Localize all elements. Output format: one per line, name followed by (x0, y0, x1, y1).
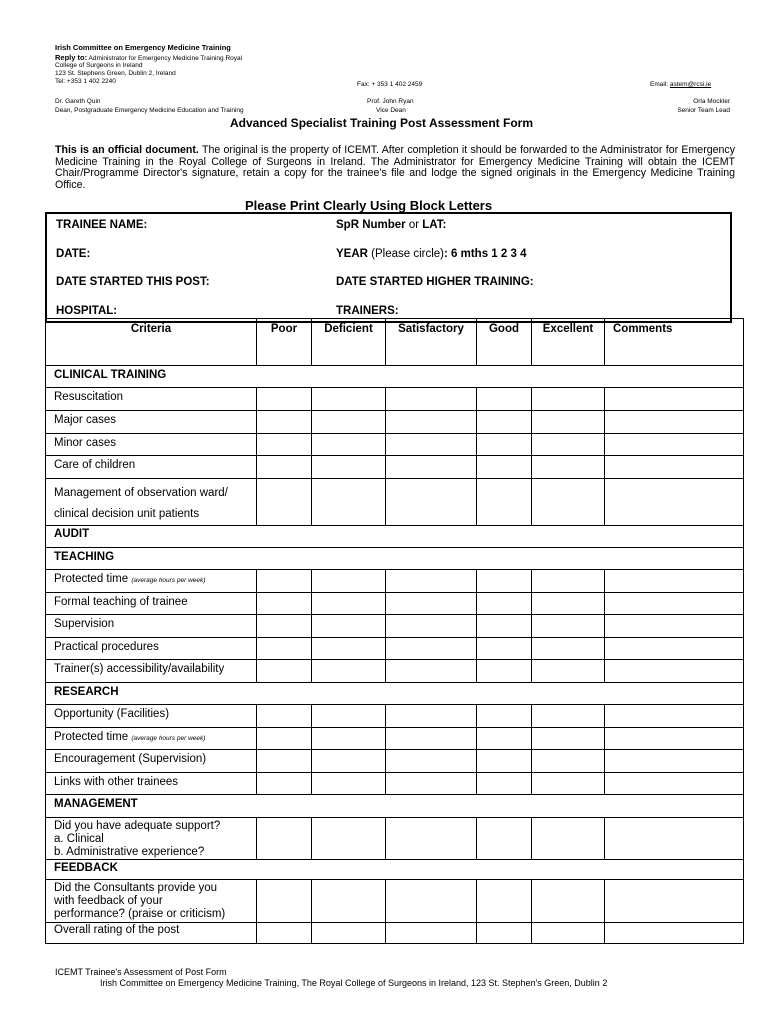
trainers-label[interactable]: TRAINERS: (336, 305, 399, 317)
comment-cell[interactable] (605, 615, 744, 638)
criterion-care-of-children: Care of children (46, 456, 257, 479)
criterion-practical-procedures: Practical procedures (46, 638, 257, 660)
rating-cell[interactable] (312, 638, 386, 660)
person3-title: Senior Team Lead (677, 107, 730, 114)
date-started-higher-label[interactable]: DATE STARTED HIGHER TRAINING: (336, 276, 534, 288)
comment-cell[interactable] (605, 479, 744, 526)
footer-line1: ICEMT Trainee's Assessment of Post Form (55, 967, 227, 977)
criterion-supervision: Supervision (46, 615, 257, 638)
table-row (46, 705, 744, 728)
footer-line2: Irish Committee on Emergency Medicine Training, The Royal College of Surgeons in Ireland, 123 St. Stephen's Green, Dublin 2 (100, 978, 608, 988)
rating-cell[interactable] (532, 728, 605, 750)
rating-cell[interactable] (532, 660, 605, 683)
rating-cell[interactable] (257, 880, 312, 923)
rating-cell[interactable] (532, 773, 605, 795)
rating-cell[interactable] (312, 818, 386, 860)
col-excellent: Excellent (532, 319, 605, 366)
support-line1: Did you have adequate support? (54, 820, 221, 832)
section-row (46, 683, 744, 705)
rating-cell[interactable] (477, 479, 532, 526)
rating-cell[interactable] (257, 456, 312, 479)
rating-cell[interactable] (312, 593, 386, 615)
rating-cell[interactable] (477, 750, 532, 773)
email-link[interactable]: astem@rcsi.ie (669, 81, 712, 88)
spr-or: or (405, 219, 423, 231)
rating-cell[interactable] (312, 388, 386, 411)
rating-cell[interactable] (312, 773, 386, 795)
comment-cell[interactable] (605, 880, 744, 923)
criterion-adequate-support (46, 818, 257, 860)
rating-cell[interactable] (257, 388, 312, 411)
rating-cell[interactable] (477, 411, 532, 434)
reply-line2: College of Surgeons in Ireland (55, 62, 143, 69)
spr-number-label[interactable] (336, 219, 446, 231)
consult-line1: Did the Consultants provide you (54, 882, 218, 894)
rating-cell[interactable] (257, 660, 312, 683)
rating-cell[interactable] (312, 434, 386, 456)
consult-line3: performance? (praise or criticism) (54, 908, 226, 920)
hospital-label[interactable]: HOSPITAL: (56, 305, 118, 317)
rating-cell[interactable] (312, 705, 386, 728)
rating-cell[interactable] (477, 773, 532, 795)
rating-cell[interactable] (257, 570, 312, 593)
rating-cell[interactable] (386, 434, 477, 456)
col-satisfactory: Satisfactory (386, 319, 477, 366)
person3-name: Orla Mockler (693, 98, 730, 105)
col-deficient: Deficient (312, 319, 386, 366)
person2-name: Prof. John Ryan (367, 98, 414, 105)
rating-cell[interactable] (257, 434, 312, 456)
criterion-formal-teaching: Formal teaching of trainee (46, 593, 257, 615)
table-row (46, 660, 744, 683)
section-clinical: CLINICAL TRAINING (46, 366, 744, 388)
research-protected-note: (average hours per week) (131, 735, 206, 742)
rating-cell[interactable] (386, 479, 477, 526)
criterion-observation-ward (46, 479, 257, 526)
consult-line2: with feedback of your (54, 895, 163, 907)
comment-cell[interactable] (605, 411, 744, 434)
rating-cell[interactable] (532, 923, 605, 944)
rating-cell[interactable] (477, 434, 532, 456)
protected-time-note: (average hours per week) (131, 577, 206, 584)
person1-title: Dean, Postgraduate Emergency Medicine Education and Training (55, 107, 244, 114)
obs-line2: clinical decision unit patients (54, 508, 200, 520)
section-row (46, 860, 744, 880)
rating-cell[interactable] (312, 880, 386, 923)
rating-cell[interactable] (257, 411, 312, 434)
spr-bold: SpR Number (336, 219, 406, 231)
obs-line1: Management of observation ward/ (54, 487, 228, 499)
rating-cell[interactable] (257, 750, 312, 773)
rating-cell[interactable] (386, 388, 477, 411)
person2-title: Vice Dean (376, 107, 406, 114)
table-row (46, 593, 744, 615)
rating-cell[interactable] (477, 570, 532, 593)
comment-cell[interactable] (605, 660, 744, 683)
rating-cell[interactable] (477, 660, 532, 683)
rating-cell[interactable] (477, 593, 532, 615)
rating-cell[interactable] (386, 705, 477, 728)
section-management: MANAGEMENT (46, 795, 744, 818)
rating-cell[interactable] (386, 570, 477, 593)
rating-cell[interactable] (477, 456, 532, 479)
comment-cell[interactable] (605, 638, 744, 660)
criterion-overall-rating: Overall rating of the post (46, 923, 257, 944)
rating-cell[interactable] (312, 923, 386, 944)
criterion-consultant-feedback (46, 880, 257, 923)
block-letters-heading: Please Print Clearly Using Block Letters (245, 198, 493, 213)
comment-cell[interactable] (605, 818, 744, 860)
table-row (46, 411, 744, 434)
date-started-post-label[interactable]: DATE STARTED THIS POST: (56, 276, 210, 288)
rating-cell[interactable] (312, 660, 386, 683)
rating-cell[interactable] (386, 411, 477, 434)
rating-cell[interactable] (477, 923, 532, 944)
rating-cell[interactable] (532, 705, 605, 728)
support-line3: b. Administrative experience? (54, 846, 205, 858)
rating-cell[interactable] (477, 705, 532, 728)
criterion-major-cases: Major cases (46, 411, 257, 434)
section-row (46, 366, 744, 388)
section-teaching: TEACHING (46, 548, 744, 570)
trainee-info-box (45, 212, 732, 323)
fax: Fax: + 353 1 402 2459 (357, 81, 423, 88)
comment-cell[interactable] (605, 593, 744, 615)
intro-text: The original is the property of ICEMT. After completion it should be forwarded to the Administrator for Emergency Medicine Training in the Royal College of Surgeons in Ireland. The Administrator for Emergency Medicine Training will obtain the ICEMT Chair/Programme Director's signature, retain a copy for the trainee's file and lodge the signed originals in the Emergency Medicine Training Office. (55, 144, 735, 191)
year-label[interactable] (336, 248, 526, 260)
section-row (46, 526, 744, 548)
rating-cell[interactable] (386, 638, 477, 660)
address: 123 St. Stephens Green, Dublin 2, Ireland (55, 70, 176, 77)
comment-cell[interactable] (605, 570, 744, 593)
form-title: Advanced Specialist Training Post Assessment Form (230, 116, 533, 130)
rating-cell[interactable] (386, 773, 477, 795)
table-row (46, 434, 744, 456)
rating-cell[interactable] (477, 728, 532, 750)
table-row (46, 750, 744, 773)
section-row (46, 795, 744, 818)
col-poor: Poor (257, 319, 312, 366)
year-options: : 6 mths 1 2 3 4 (444, 248, 527, 260)
support-line2: a. Clinical (54, 833, 104, 845)
person1-name: Dr. Gareth Quin (55, 98, 101, 105)
rating-cell[interactable] (532, 388, 605, 411)
rating-cell[interactable] (477, 615, 532, 638)
rating-cell[interactable] (532, 434, 605, 456)
table-header-row (46, 319, 744, 366)
comment-cell[interactable] (605, 750, 744, 773)
section-research: RESEARCH (46, 683, 744, 705)
intro-bold: This is an official document. (55, 144, 199, 156)
rating-cell[interactable] (257, 923, 312, 944)
spr-lat: LAT: (422, 219, 447, 231)
rating-cell[interactable] (257, 479, 312, 526)
rating-cell[interactable] (257, 773, 312, 795)
rating-cell[interactable] (532, 750, 605, 773)
rating-cell[interactable] (312, 479, 386, 526)
rating-cell[interactable] (257, 728, 312, 750)
comment-cell[interactable] (605, 728, 744, 750)
rating-cell[interactable] (532, 411, 605, 434)
rating-cell[interactable] (477, 818, 532, 860)
table-row (46, 773, 744, 795)
research-protected-label: Protected time (54, 731, 129, 743)
email (650, 81, 711, 89)
comment-cell[interactable] (605, 456, 744, 479)
telephone: Tel: +353 1 402 2240 (55, 78, 116, 85)
protected-time-label: Protected time (54, 573, 129, 585)
reply-label: Reply to: (55, 53, 88, 62)
criterion-encouragement: Encouragement (Supervision) (46, 750, 257, 773)
criterion-trainer-accessibility: Trainer(s) accessibility/availability (46, 660, 257, 683)
trainee-name-label[interactable]: TRAINEE NAME: (56, 219, 148, 231)
section-row (46, 548, 744, 570)
col-good: Good (477, 319, 532, 366)
table-row (46, 570, 744, 593)
assessment-table (45, 318, 744, 944)
rating-cell[interactable] (386, 750, 477, 773)
protected-time-wrap (54, 573, 256, 587)
rating-cell[interactable] (312, 570, 386, 593)
rating-cell[interactable] (257, 818, 312, 860)
rating-cell[interactable] (312, 456, 386, 479)
comment-cell[interactable] (605, 923, 744, 944)
table-row (46, 479, 744, 526)
year-plain: (Please circle) (367, 248, 445, 260)
rating-cell[interactable] (386, 923, 477, 944)
rating-cell[interactable] (532, 818, 605, 860)
criterion-resuscitation: Resuscitation (46, 388, 257, 411)
section-feedback: FEEDBACK (46, 860, 744, 880)
year-bold: YEAR (336, 248, 368, 260)
rating-cell[interactable] (532, 479, 605, 526)
rating-cell[interactable] (477, 880, 532, 923)
table-row (46, 638, 744, 660)
criterion-research-protected-time (46, 728, 257, 750)
rating-cell[interactable] (386, 880, 477, 923)
intro-paragraph (55, 145, 735, 191)
criterion-minor-cases: Minor cases (46, 434, 257, 456)
comment-cell[interactable] (605, 388, 744, 411)
table-row (46, 388, 744, 411)
criterion-links-trainees: Links with other trainees (46, 773, 257, 795)
rating-cell[interactable] (386, 456, 477, 479)
col-comments: Comments (605, 319, 744, 366)
table-row (46, 615, 744, 638)
comment-cell[interactable] (605, 705, 744, 728)
rating-cell[interactable] (532, 593, 605, 615)
rating-cell[interactable] (257, 593, 312, 615)
col-criteria: Criteria (46, 319, 257, 366)
rating-cell[interactable] (312, 750, 386, 773)
rating-cell[interactable] (532, 615, 605, 638)
table-row (46, 923, 744, 944)
section-audit: AUDIT (46, 526, 744, 548)
rating-cell[interactable] (386, 728, 477, 750)
rating-cell[interactable] (386, 593, 477, 615)
rating-cell[interactable] (477, 638, 532, 660)
date-label[interactable]: DATE: (56, 248, 91, 260)
comment-cell[interactable] (605, 434, 744, 456)
rating-cell[interactable] (532, 570, 605, 593)
comment-cell[interactable] (605, 773, 744, 795)
table-row (46, 456, 744, 479)
rating-cell[interactable] (477, 388, 532, 411)
rating-cell[interactable] (532, 456, 605, 479)
criterion-protected-time (46, 570, 257, 593)
rating-cell[interactable] (386, 660, 477, 683)
rating-cell[interactable] (532, 638, 605, 660)
rating-cell[interactable] (312, 615, 386, 638)
table-row (46, 728, 744, 750)
rating-cell[interactable] (312, 411, 386, 434)
table-row (46, 880, 744, 923)
rating-cell[interactable] (312, 728, 386, 750)
table-row (46, 818, 744, 860)
email-label: Email: (650, 81, 669, 88)
rating-cell[interactable] (386, 615, 477, 638)
rating-cell[interactable] (257, 615, 312, 638)
org-name: Irish Committee on Emergency Medicine Training (55, 43, 231, 52)
rating-cell[interactable] (257, 638, 312, 660)
reply-line1: Administrator for Emergency Medicine Training Royal (88, 55, 243, 62)
criterion-opportunity: Opportunity (Facilities) (46, 705, 257, 728)
rating-cell[interactable] (386, 818, 477, 860)
rating-cell[interactable] (257, 705, 312, 728)
rating-cell[interactable] (532, 880, 605, 923)
